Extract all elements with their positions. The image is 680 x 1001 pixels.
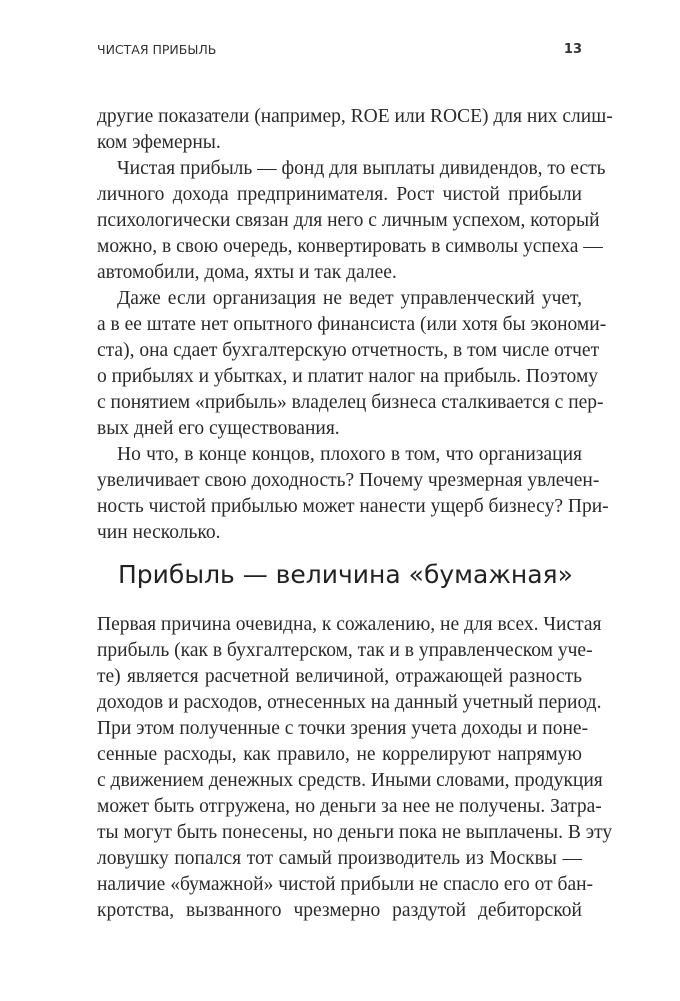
- paragraph: [97, 156, 606, 286]
- text-line: с движением денежных средств. Иными словами, продукция: [97, 770, 603, 791]
- text-line: прибыль (как в бухгалтерском, так и в управленческом уче-: [97, 640, 593, 661]
- text-line: можно, в свою очередь, конвертировать в символы успеха —: [97, 236, 603, 257]
- running-header: [97, 42, 582, 57]
- text-line: а в ее штате нет опытного финансиста (или хотя бы экономи-: [97, 314, 607, 335]
- text-line: доходов и расходов, отнесенных на данный учетный период.: [97, 692, 602, 713]
- text-line: кротства, вызванного чрезмерно раздутой дебиторской: [97, 900, 582, 921]
- text-line: вых дней его существования.: [97, 418, 340, 439]
- text-line: личного дохода предпринимателя. Рост чистой прибыли: [97, 184, 582, 205]
- text-line: ловушку попался тот самый производитель из Москвы —: [97, 848, 582, 869]
- body-text-section-2: [97, 612, 613, 924]
- text-line: те) является расчетной величиной, отражающей разность: [97, 666, 582, 687]
- text-line: Первая причина очевидна, к сожалению, не для всех. Чистая: [97, 614, 602, 635]
- text-line: чин несколько.: [97, 522, 221, 543]
- text-line: Даже если организация не ведет управленческий учет,: [117, 288, 582, 309]
- text-line: Чистая прибыль — фонд для выплаты дивидендов, то есть: [117, 158, 606, 179]
- paragraph: [97, 442, 609, 546]
- text-line: При этом полученные с точки зрения учета доходы и поне-: [97, 718, 589, 739]
- text-line: другие показатели (например, ROE или ROCE) для них слиш-: [97, 106, 613, 127]
- text-line: сенные расходы, как правило, не коррелируют напрямую: [97, 744, 582, 765]
- body-text-section-1: [97, 104, 613, 546]
- section-heading: Прибыль — величина «бумажная»: [118, 560, 573, 589]
- text-line: психологически связан для него с личным успехом, который: [97, 210, 600, 231]
- text-line: ста), она сдает бухгалтерскую отчетность, в том числе отчет: [97, 340, 600, 361]
- text-line: может быть отгружена, но деньги за нее не получены. Затра-: [97, 796, 602, 817]
- paragraph: [97, 104, 613, 156]
- running-title: ЧИСТАЯ ПРИБЫЛЬ: [97, 42, 217, 57]
- text-line: с понятием «прибыль» владелец бизнеса сталкивается с пер-: [97, 392, 604, 413]
- page-number: 13: [563, 42, 582, 57]
- text-line: о прибылях и убытках, и платит налог на прибыль. Поэтому: [97, 366, 599, 387]
- text-line: наличие «бумажной» чистой прибыли не спасло его от бан-: [97, 874, 594, 895]
- text-line: увеличивает свою доходность? Почему чрезмерная увлечен-: [97, 470, 600, 491]
- text-line: ком эфемерны.: [97, 132, 221, 153]
- paragraph: [97, 286, 607, 442]
- text-line: Но что, в конце концов, плохого в том, что организация: [117, 444, 582, 465]
- text-line: автомобили, дома, яхты и так далее.: [97, 262, 397, 283]
- text-line: ты могут быть понесены, но деньги пока не выплачены. В эту: [97, 822, 613, 843]
- paragraph: [97, 612, 613, 924]
- text-line: ность чистой прибылью может нанести ущерб бизнесу? При-: [97, 496, 609, 517]
